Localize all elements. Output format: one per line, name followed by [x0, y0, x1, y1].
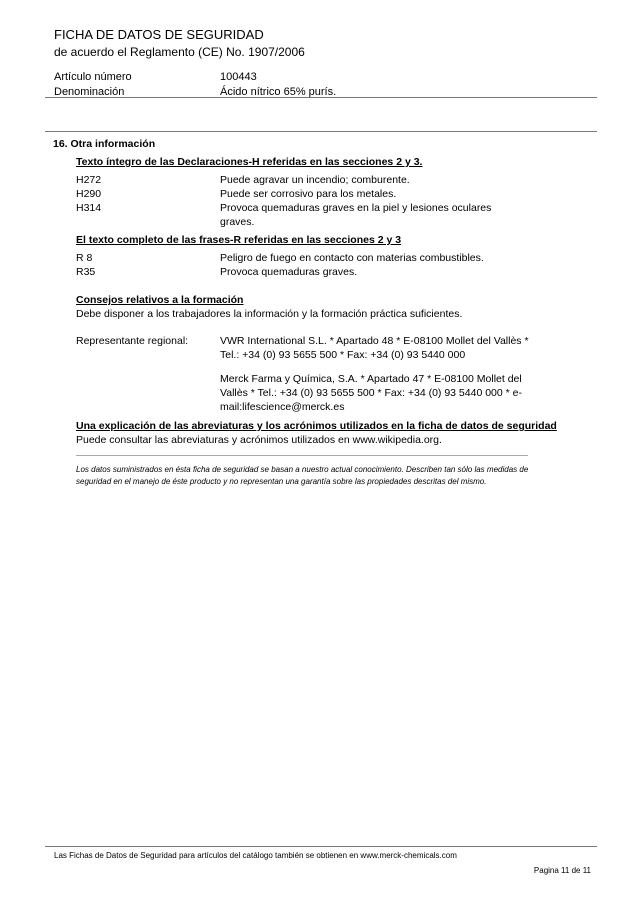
- product-name-value: Ácido nítrico 65% purís.: [220, 86, 337, 98]
- document-subtitle: de acuerdo el Reglamento (CE) No. 1907/2006: [54, 45, 305, 59]
- representative-1-line-2: Tel.: +34 (0) 93 5655 500 * Fax: +34 (0) 93 5440 000: [220, 349, 466, 361]
- r-text: Peligro de fuego en contacto con materias combustibles.: [220, 252, 484, 264]
- representative-2-line-2: Vallès * Tel.: +34 (0) 93 5655 500 * Fax: +34 (0) 93 5440 000 * e-: [220, 387, 522, 399]
- representative-1-line-1: VWR International S.L. * Apartado 48 * E-08100 Mollet del Vallès *: [220, 335, 529, 347]
- article-number-label: Artículo número: [54, 71, 132, 83]
- r-text: Provoca quemaduras graves.: [220, 266, 358, 278]
- abbreviations-heading: Una explicación de las abreviaturas y los acrónimos utilizados en la ficha de datos de seguridad: [76, 420, 557, 432]
- article-number-value: 100443: [220, 71, 257, 83]
- product-name-label: Denominación: [54, 86, 125, 98]
- disclaimer-divider: [76, 455, 528, 456]
- header-divider: [45, 97, 597, 98]
- h-code: H290: [76, 188, 102, 200]
- h-text: Puede agravar un incendio; comburente.: [220, 174, 410, 186]
- training-text: Debe disponer a los trabajadores la información y la formación práctica suficientes.: [76, 308, 463, 320]
- h-text-continuation: graves.: [220, 216, 255, 228]
- section-title: 16. Otra información: [53, 138, 156, 150]
- representative-label: Representante regional:: [76, 335, 189, 347]
- training-heading: Consejos relativos a la formación: [76, 294, 244, 306]
- h-text: Provoca quemaduras graves en la piel y lesiones oculares: [220, 202, 492, 214]
- footer-divider: [45, 846, 597, 847]
- document-title: FICHA DE DATOS DE SEGURIDAD: [54, 27, 264, 42]
- h-code: H314: [76, 202, 102, 214]
- h-code: H272: [76, 174, 102, 186]
- section-divider: [45, 131, 597, 132]
- page-number: Pagina 11 de 11: [533, 866, 591, 875]
- representative-2-line-3: mail:lifescience@merck.es: [220, 401, 345, 413]
- h-statements-heading: Texto íntegro de las Declaraciones-H referidas en las secciones 2 y 3.: [76, 156, 423, 168]
- h-text: Puede ser corrosivo para los metales.: [220, 188, 397, 200]
- abbreviations-text: Puede consultar las abreviaturas y acrónimos utilizados en www.wikipedia.org.: [76, 434, 442, 446]
- footer-note: Las Fichas de Datos de Seguridad para artículos del catálogo también se obtienen en www.merck-chemicals.com: [54, 851, 457, 860]
- r-code: R35: [76, 266, 96, 278]
- r-phrases-heading: El texto completo de las frases-R referidas en las secciones 2 y 3: [76, 234, 402, 246]
- disclaimer-text: Los datos suministrados en ésta ficha de seguridad se basan a nuestro actual conocimiento. Describen tan sólo las medidas de seguridad en el manejo de éste producto y no representan una garantía sobre las propiedades descritas del mismo.: [76, 465, 529, 486]
- representative-2-line-1: Merck Farma y Química, S.A. * Apartado 47 * E-08100 Mollet del: [220, 373, 522, 385]
- r-code: R 8: [76, 252, 93, 264]
